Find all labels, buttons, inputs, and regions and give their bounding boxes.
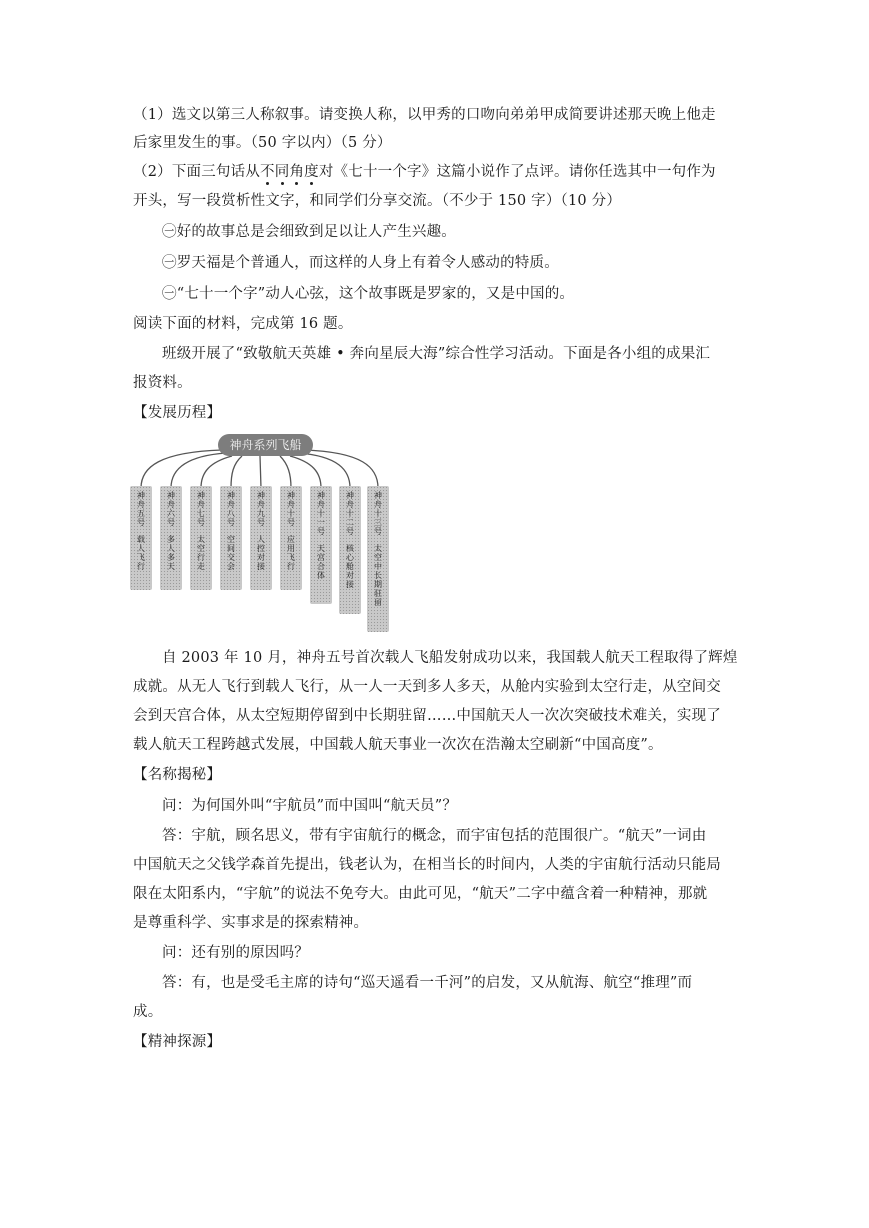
item-name: 神舟十一号 — [316, 491, 326, 536]
name-answer-1-line-3: 限在太阳系内，“宇航”的说法不免夸大。由此可见，“航天”二字中蕴含着一种精神，那就 — [133, 886, 708, 902]
item-name: 神舟六号 — [166, 491, 176, 527]
option-2: ㊀罗天福是个普通人，而这样的人身上有着令人感动的特质。 — [162, 255, 559, 271]
connector-line — [260, 456, 261, 488]
name-question-2: 问：还有别的原因吗？ — [162, 945, 309, 961]
diagram-item-shenzhou-13 — [367, 486, 389, 632]
development-paragraph-line-1: 自 2003 年 10 月，神舟五号首次载人飞船发射成功以来，我国载人航天工程取得了辉煌 — [162, 650, 738, 666]
diagram-item-shenzhou-5 — [130, 486, 152, 590]
development-paragraph-line-3: 会到天宫合体，从太空短期停留到中长期驻留……中国航天人一次次突破技术难关，实现了 — [133, 708, 721, 724]
activity-intro-line-1: 班级开展了“致敬航天英雄 • 奔向星辰大海”综合性学习活动。下面是各小组的成果汇 — [162, 346, 711, 362]
diagram-item-shenzhou-9 — [250, 486, 272, 590]
option-1: ㊀好的故事总是会细致到足以让人产生兴趣。 — [162, 224, 456, 240]
emphasis-char: 度 — [304, 164, 319, 180]
connector-line — [298, 453, 350, 488]
connector-line — [280, 456, 291, 488]
diagram-item-shenzhou-6 — [160, 486, 182, 590]
item-description: 应用飞行 — [286, 535, 296, 571]
connector-line — [141, 450, 222, 488]
item-description: 太空行走 — [196, 535, 206, 571]
item-name: 神舟七号 — [196, 491, 206, 527]
section-heading-spirit-origin: 【精神探源】 — [133, 1034, 222, 1050]
item-description: 天宫合体 — [316, 544, 326, 580]
diagram-item-shenzhou-10 — [280, 486, 302, 590]
name-answer-2-line-2: 成。 — [133, 1004, 163, 1020]
question-2-prefix: （2）下面三句话从 — [133, 164, 261, 180]
connector-line — [201, 456, 232, 488]
item-description: 多人多天 — [166, 535, 176, 571]
diagram-item-shenzhou-8 — [220, 486, 242, 590]
shenzhou-series-diagram — [130, 432, 392, 634]
name-answer-1-line-2: 中国航天之父钱学森首先提出，钱老认为，在相当长的时间内，人类的宇宙航行活动只能局 — [133, 857, 721, 873]
connector-line — [290, 456, 321, 488]
name-answer-2-line-1: 答：有，也是受毛主席的诗句“巡天遥看一千河”的启发，又从航海、航空“推理”而 — [162, 975, 693, 991]
section-heading-development: 【发展历程】 — [133, 405, 222, 421]
name-answer-1-line-1: 答：宇航，顾名思义，带有宇宙航行的概念，而宇宙包括的范围很广。“航天”一词由 — [162, 828, 707, 844]
item-name: 神舟十号 — [286, 491, 296, 527]
name-question-1: 问：为何国外叫“宇航员”而中国叫“航天员”？ — [162, 798, 458, 814]
item-description: 载人飞行 — [136, 535, 146, 571]
emphasis-char: 同 — [274, 164, 290, 180]
item-name: 神舟九号 — [256, 491, 266, 527]
item-description: 核心舱对接 — [345, 544, 355, 589]
name-answer-1-line-4: 是尊重科学、实事求是的探索精神。 — [133, 915, 369, 931]
diagram-item-shenzhou-12 — [339, 486, 361, 614]
connector-line — [231, 456, 242, 488]
item-description: 人控对接 — [256, 535, 266, 571]
diagram-item-shenzhou-7 — [190, 486, 212, 590]
development-paragraph-line-2: 成就。从无人飞行到载人飞行，从一人一天到多人多天，从舱内实验到太空行走，从空间交 — [133, 679, 721, 695]
item-name: 神舟五号 — [136, 491, 146, 527]
connector-line — [171, 453, 226, 488]
question-1-line-2: 后家里发生的事。（50 字以内）（5 分） — [133, 135, 392, 151]
option-3: ㊀“七十一个字”动人心弦，这个故事既是罗家的，又是中国的。 — [162, 286, 575, 302]
item-description: 太空中长期驻留 — [373, 544, 383, 607]
development-paragraph-line-4: 载人航天工程跨越式发展，中国载人航天事业一次次在浩瀚太空刷新“中国高度”。 — [133, 737, 663, 753]
activity-intro-line-2: 报资料。 — [133, 375, 192, 391]
question-2-suffix: 对《七十一个字》这篇小说作了点评。请你任选其中一句作为 — [318, 164, 716, 180]
reading-instruction: 阅读下面的材料，完成第 16 题。 — [133, 316, 353, 332]
item-name: 神舟八号 — [226, 491, 236, 527]
section-heading-name-origin: 【名称揭秘】 — [133, 767, 222, 783]
item-name: 神舟十二号 — [345, 491, 355, 536]
question-2-line-1 — [133, 162, 743, 182]
diagram-hub-label: 神舟系列飞船 — [218, 434, 313, 456]
item-description: 空间交会 — [226, 535, 236, 571]
item-name: 神舟十三号 — [373, 491, 383, 536]
emphasis-char: 不 — [260, 164, 275, 180]
emphasis-char: 角 — [289, 164, 305, 180]
emphasis-dotted-text — [260, 164, 319, 180]
question-1-line-1: （1）选文以第三人称叙事。请变换人称，以甲秀的口吻向弟弟甲成简要讲述那天晚上他走 — [133, 107, 716, 123]
question-2-line-2: 开头，写一段赏析性文字，和同学们分享交流。（不少于 150 字）（10 分） — [133, 193, 622, 209]
diagram-item-shenzhou-11 — [310, 486, 332, 604]
